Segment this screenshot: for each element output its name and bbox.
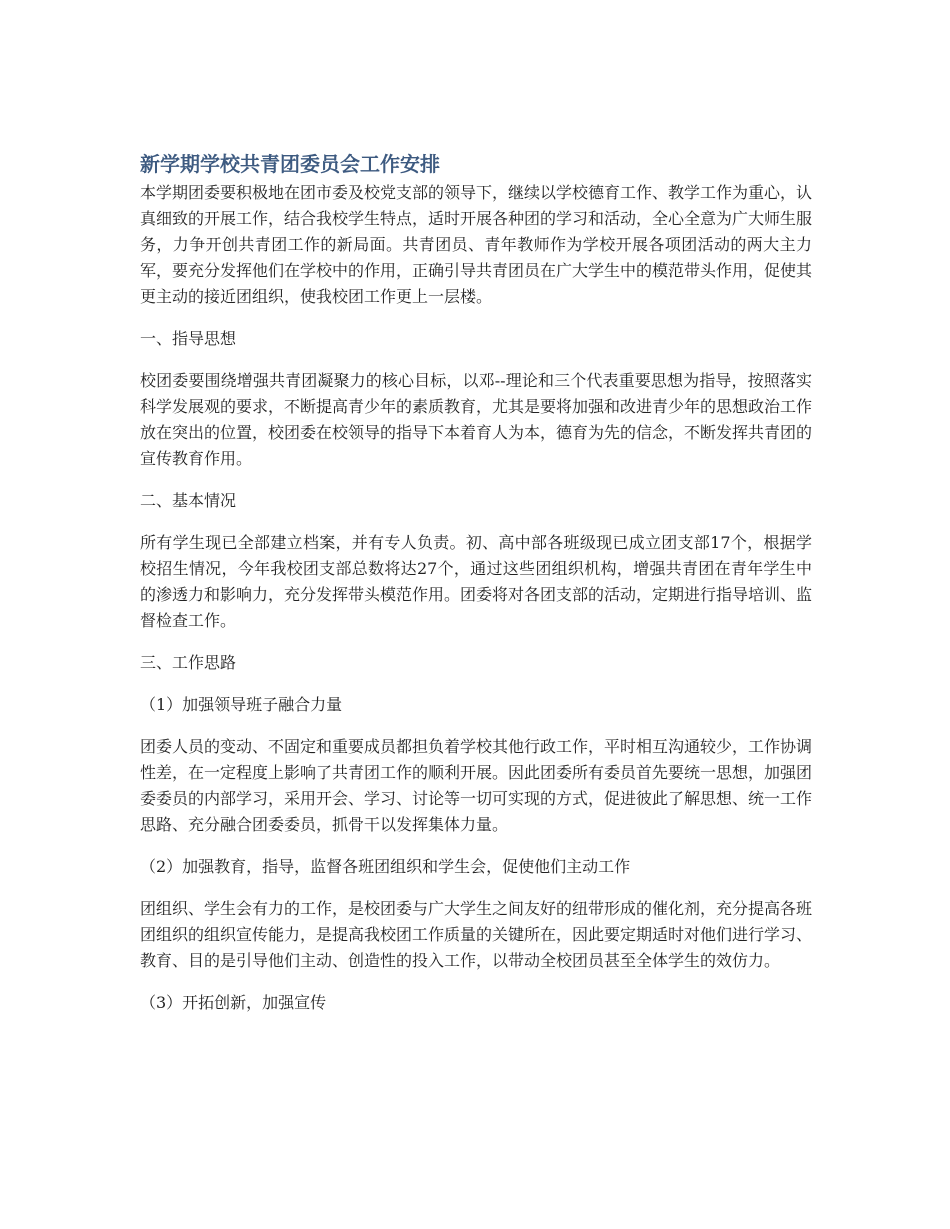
section-heading-guiding-thought: 一、指导思想 [140,329,237,348]
subheading-leadership: （1）加强领导班子融合力量 [140,695,343,714]
section-heading-basic-situation: 二、基本情况 [140,491,237,510]
document-page [140,148,812,1032]
section-heading-work-approach: 三、工作思路 [140,653,237,672]
paragraph-education-guidance: 团组织、学生会有力的工作，是校团委与广大学生之间友好的纽带形成的催化剂，充分提高各班团组织的组织宣传能力，是提高我校团工作质量的关键所在，因此要定期适时对他们进行学习、教育、目的是引导他们主动、创造性的投入工作，以带动全校团员甚至全体学生的效仿力。 [140,899,813,970]
paragraph-leadership: 团委人员的变动、不固定和重要成员都担负着学校其他行政工作，平时相互沟通较少，工作协调性差，在一定程度上影响了共青团工作的顺利开展。因此团委所有委员首先要统一思想，加强团委委员的内部学习，采用开会、学习、讨论等一切可实现的方式，促进彼此了解思想、统一工作思路、充分融合团委委员，抓骨干以发挥集体力量。 [140,737,813,834]
paragraph-guiding-thought: 校团委要围绕增强共青团凝聚力的核心目标，以邓--理论和三个代表重要思想为指导，按照落实科学发展观的要求，不断提高青少年的素质教育，尤其是要将加强和改进青少年的思想政治工作放在突出的位置，校团委在校领导的指导下本着育人为本，德育为先的信念，不断发挥共青团的宣传教育作用。 [140,371,813,468]
intro-paragraph: 本学期团委要积极地在团市委及校党支部的领导下，继续以学校德育工作、教学工作为重心，认真细致的开展工作，结合我校学生特点，适时开展各种团的学习和活动，全心全意为广大师生服务，力争开创共青团工作的新局面。共青团员、青年教师作为学校开展各项团活动的两大主力军，要充分发挥他们在学校中的作用，正确引导共青团员在广大学生中的模范带头作用，促使其更主动的接近团组织，使我校团工作更上一层楼。 [140,183,813,306]
document-title: 新学期学校共青团委员会工作安排 [140,152,440,176]
subheading-innovation-publicity: （3）开拓创新，加强宣传 [140,993,327,1012]
subheading-education-guidance: （2）加强教育，指导，监督各班团组织和学生会，促使他们主动工作 [140,857,631,876]
paragraph-basic-situation: 所有学生现已全部建立档案，并有专人负责。初、高中部各班级现已成立团支部17个，根据学校招生情况，今年我校团支部总数将达27个，通过这些团组织机构，增强共青团在青年学生中的渗透力和影响力，充分发挥带头模范作用。团委将对各团支部的活动，定期进行指导培训、监督检查工作。 [140,533,813,630]
